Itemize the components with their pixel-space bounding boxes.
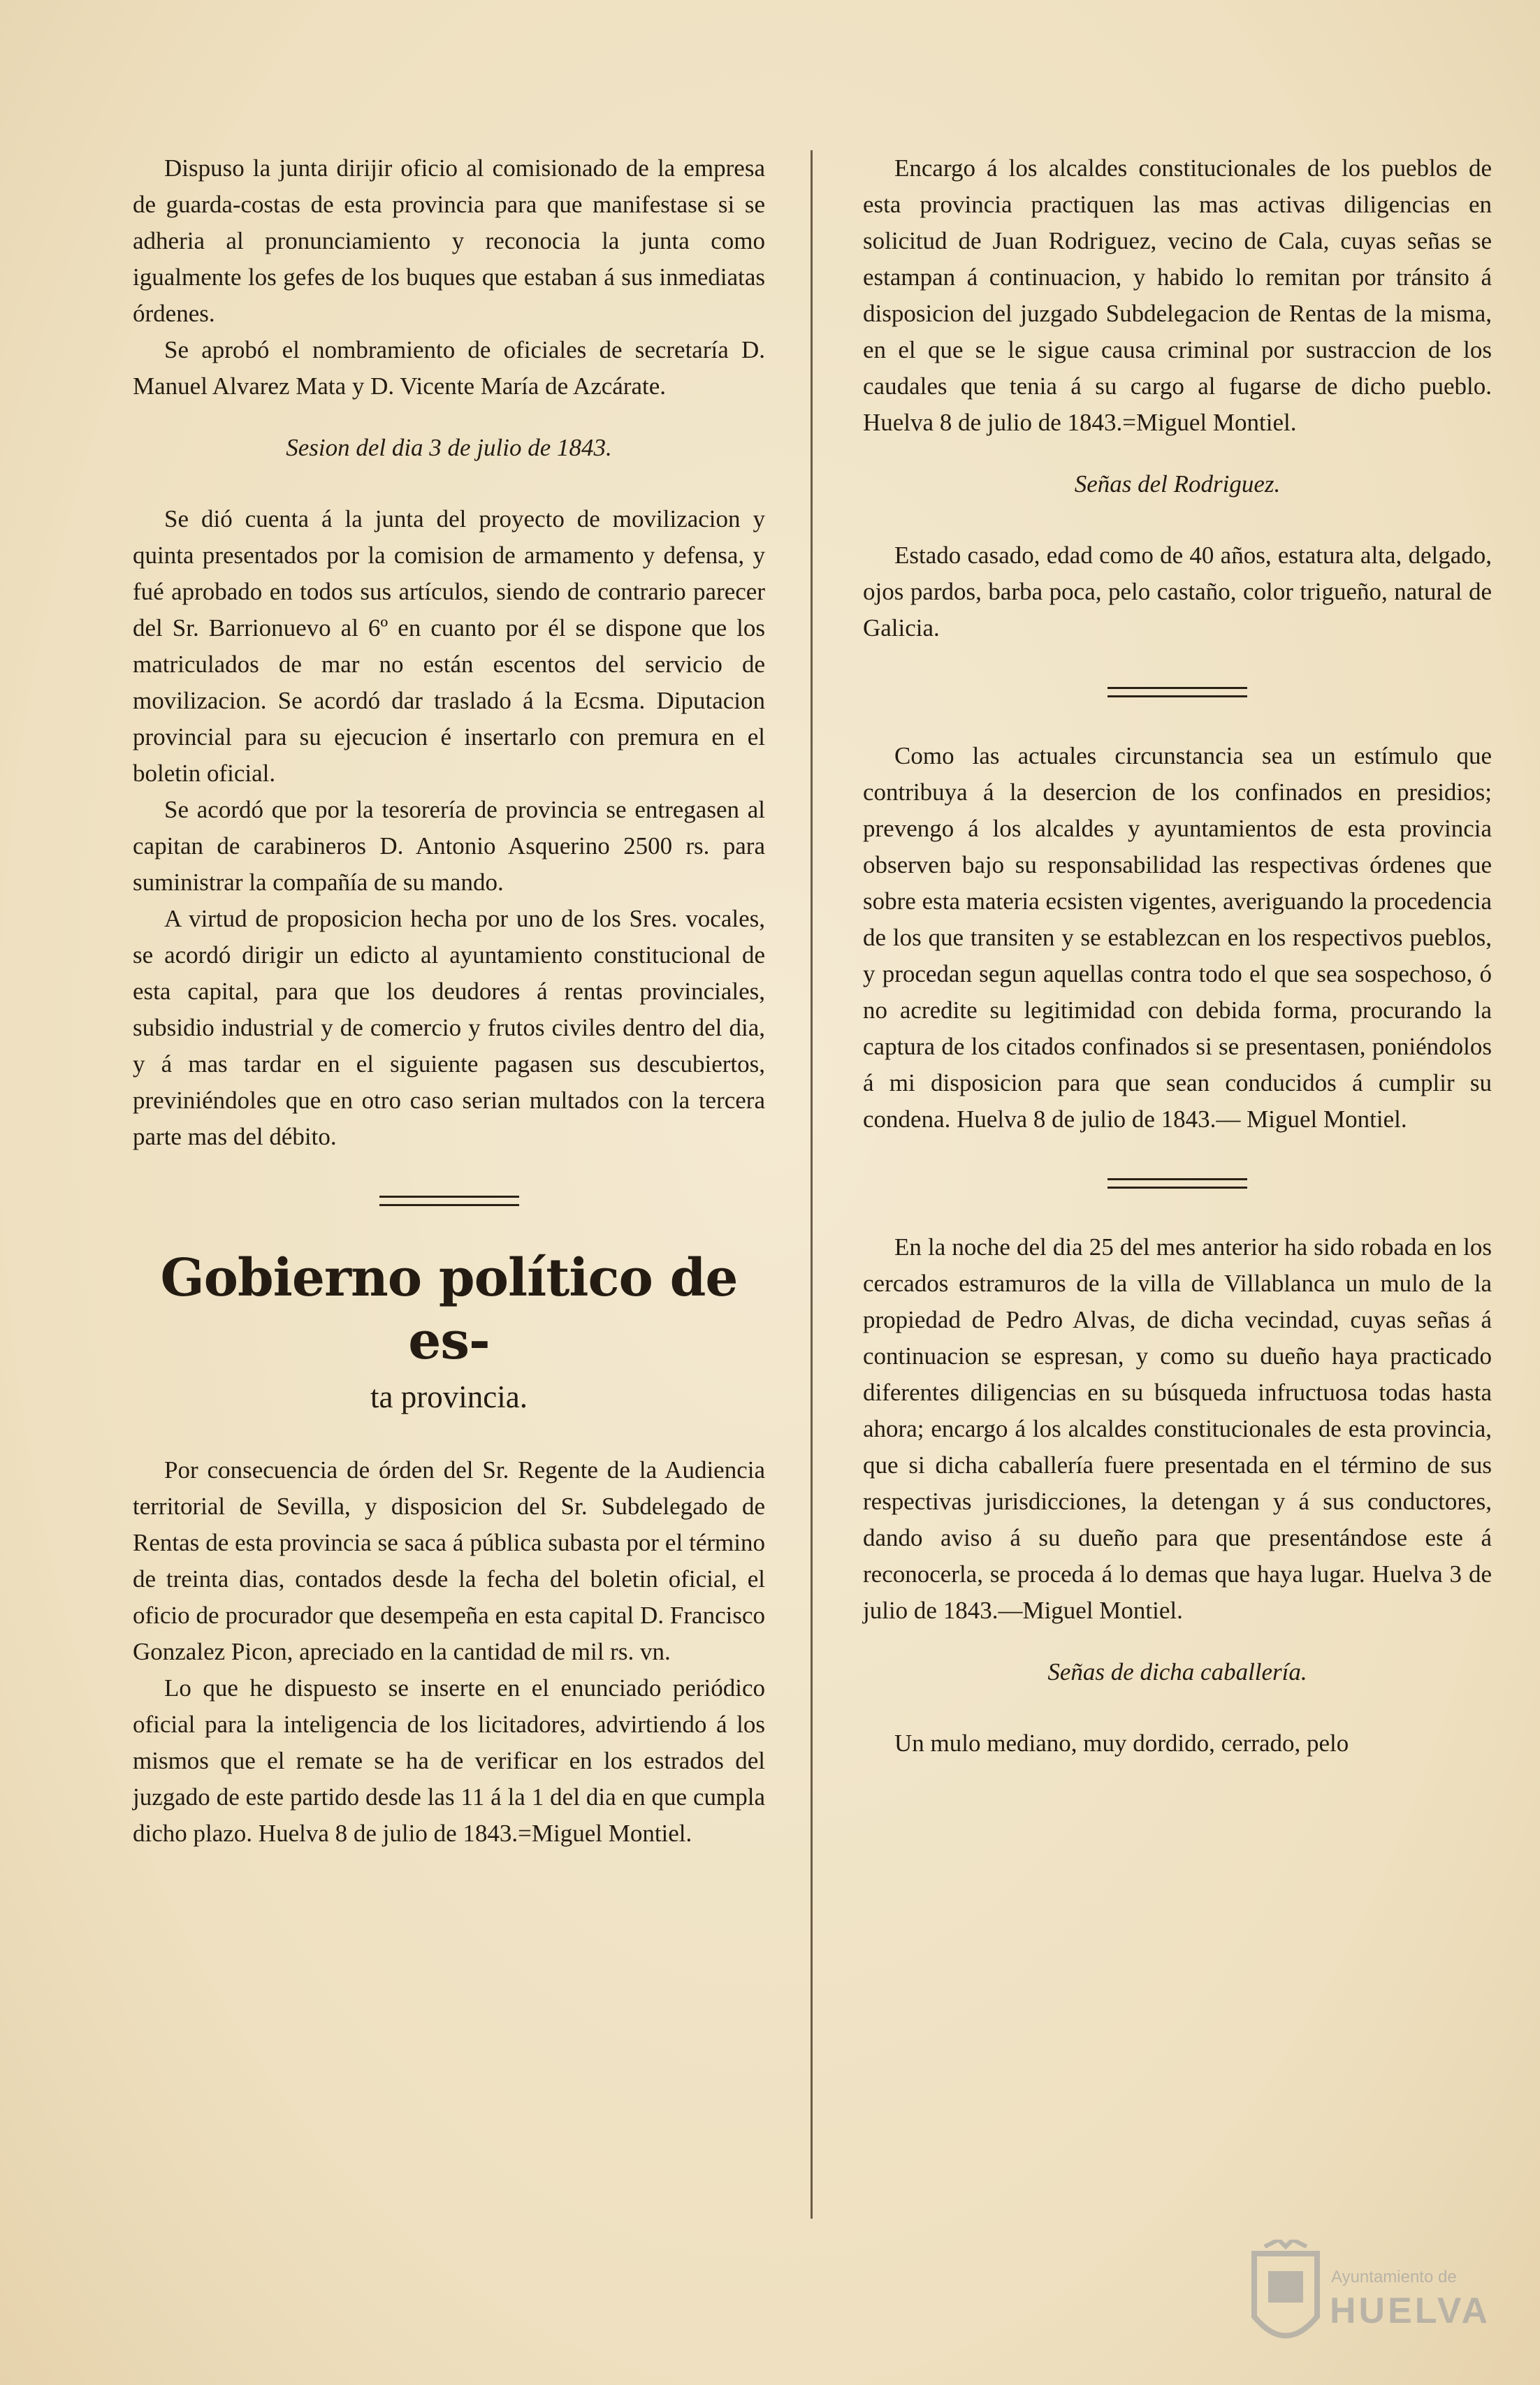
paragraph: En la noche del dia 25 del mes anterior ha sido robada en los cercados estramuros de la villa de Villablanca un mulo de la propiedad de Pedro Alvas, de dicha vecindad, cuyas señas á continuacion se espresan, y como su dueño haya practicado diferentes diligencias en su búsqueda infructuosa todas hasta ahora; encargo á los alcaldes constitucionales de esta provincia, que si dicha caballería fuere presentada en el término de sus respectivas jurisdicciones, la detengan y á sus conductores, dando aviso á su dueño para que presentándose este á reconocerla, se proceda á lo demas que haya lugar. Huelva 3 de julio de 1843.—Miguel Montiel. — [863, 1233, 1492, 1624]
left-column — [133, 150, 765, 1852]
right-column — [863, 150, 1492, 1762]
description-heading: Señas de dicha caballería. — [1047, 1658, 1307, 1686]
paragraph: Se aprobó el nombramiento de oficiales de secretaría D. Manuel Alvarez Mata y D. Vicente María de Azcárate. — [133, 336, 765, 400]
paragraph: Se dió cuenta á la junta del proyecto de movilizacion y quinta presentados por la comision de armamento y defensa, y fué aprobado en todos sus artículos, siendo de contrario parecer del Sr. Barrionuevo al 6º en cuanto por él se dispone que los matriculados de mar no están escentos del servicio de movilizacion. Se acordó dar traslado á la Ecsma. Diputacion provincial para su ejecucion é insertarlo con premura en el boletin oficial. — [133, 505, 765, 787]
coat-of-arms-icon — [1247, 2240, 1324, 2358]
paragraph: Por consecuencia de órden del Sr. Regente de la Audiencia territorial de Sevilla, y disposicion del Sr. Subdelegado de Rentas de esta provincia se saca á pública subasta por el término de treinta dias, contados desde la fecha del boletin oficial, el oficio de procurador que desempeña en esta capital D. Francisco Gonzalez Picon, apreciado en la cantidad de mil rs. vn. — [133, 1456, 765, 1665]
column-rule — [811, 150, 813, 2219]
paragraph: Dispuso la junta dirijir oficio al comisionado de la empresa de guarda-costas de esta provincia para que manifestase si se adheria al pronunciamiento y reconocia la junta como igualmente los gefes de los buques que estaban á sus inmediatas órdenes. — [133, 154, 765, 327]
paragraph: Como las actuales circunstancia sea un estímulo que contribuya á la desercion de los confinados en presidios; prevengo á los alcaldes y ayuntamientos de esta provincia observen bajo su responsabilidad las respectivas órdenes que sobre esta materia ecsisten vigentes, averiguando la procedencia de los que transiten y se establezcan en los respectivos pueblos, y procedan segun aquellas contra todo el que sea sospechoso, ó no acredite su legitimidad con debida forma, procurando la captura de los citados confinados si se presentasen, poniéndolos á mi disposicion para que sean conducidos á cumplir su condena. Huelva 8 de julio de 1843.— Miguel Montiel. — [863, 742, 1492, 1133]
double-rule-separator — [379, 1196, 519, 1206]
paragraph: Lo que he dispuesto se inserte en el enunciado periódico oficial para la inteligencia de los licitadores, advirtiendo á los mismos que el remate se ha de verificar en los estrados del juzgado de este partido desde las 11 á la 1 del dia en que cumpla dicho plazo. Huelva 8 de julio de 1843.=Miguel Montiel. — [133, 1674, 765, 1847]
double-rule-separator — [1107, 687, 1247, 697]
paragraph: Encargo á los alcaldes constitucionales de los pueblos de esta provincia practiquen las mas activas diligencias en solicitud de Juan Rodriguez, vecino de Cala, cuyas señas se estampan á continuacion, y habido lo remitan por tránsito á disposicion del juzgado Subdelegacion de Rentas de la misma, en el que se le sigue causa criminal por sustraccion de los caudales que tenia á su cargo al fugarse de dicho pueblo. Huelva 8 de julio de 1843.=Miguel Montiel. — [863, 154, 1492, 436]
double-rule-separator — [1107, 1178, 1247, 1189]
section-title: Gobierno político de es- — [160, 1248, 738, 1371]
watermark-big-text: HUELVA — [1330, 2291, 1491, 2331]
description-heading: Señas del Rodriguez. — [1074, 470, 1281, 498]
paragraph: Estado casado, edad como de 40 años, estatura alta, delgado, ojos pardos, barba poca, pelo castaño, color trigueño, natural de Galicia. — [863, 542, 1492, 641]
paragraph: Un mulo mediano, muy dordido, cerrado, pelo — [894, 1730, 1349, 1757]
session-heading: Sesion del dia 3 de julio de 1843. — [286, 434, 612, 461]
paragraph: Se acordó que por la tesorería de provincia se entregasen al capitan de carabineros D. Antonio Asquerino 2500 rs. para suministrar la compañía de su mando. — [133, 796, 765, 896]
watermark-logo — [1247, 2240, 1491, 2365]
paragraph: A virtud de proposicion hecha por uno de los Sres. vocales, se acordó dirigir un edicto al ayuntamiento constitucional de esta capital, para que los deudores á rentas provinciales, subsidio industrial y de comercio y frutos civiles dentro del dia, y á mas tardar en el siguiente pagasen sus descubiertos, previniéndoles que en otro caso serian multados con la tercera parte mas del débito. — [133, 905, 765, 1150]
watermark-small-text: Ayuntamiento de — [1331, 2268, 1457, 2286]
section-subtitle: ta provincia. — [370, 1379, 528, 1414]
